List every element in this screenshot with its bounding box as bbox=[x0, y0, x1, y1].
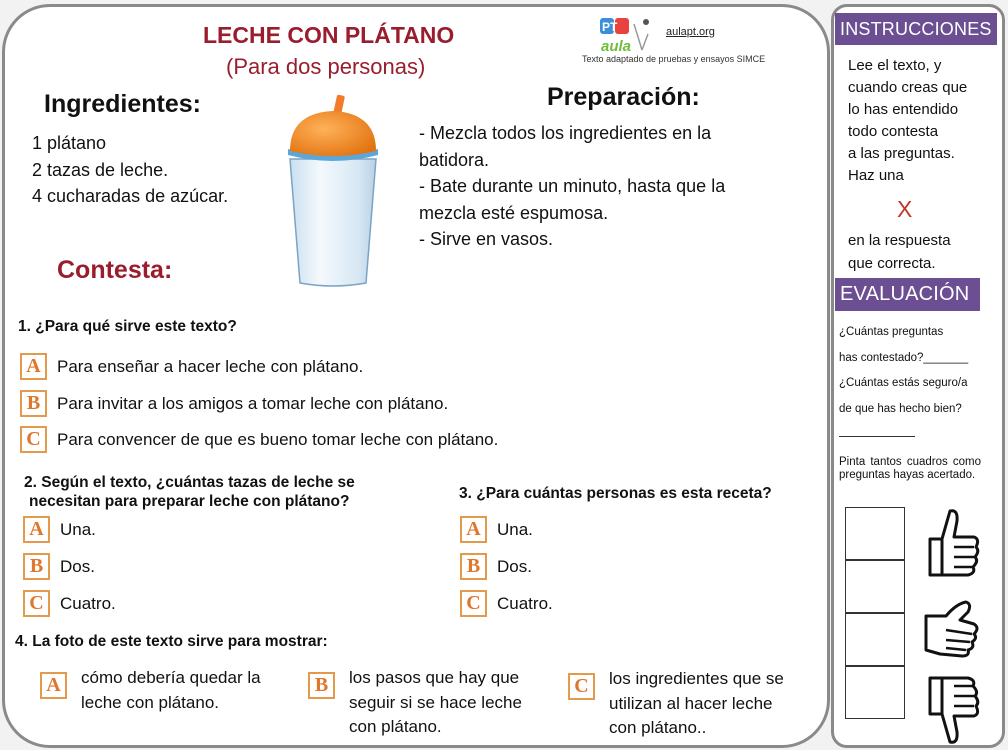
logo-caption: Texto adaptado de pruebas y ensayos SIMCE bbox=[582, 54, 766, 64]
evaluation-text bbox=[839, 320, 968, 422]
option-text: Para enseñar a hacer leche con plátano. bbox=[57, 356, 364, 376]
question-2-line2: necesitan para preparar leche con plátano? bbox=[29, 493, 350, 510]
prep-line: - Sirve en vasos. bbox=[419, 229, 554, 249]
option-line: leche con plátano. bbox=[81, 692, 219, 712]
ingredient-item: 4 cucharadas de azúcar. bbox=[32, 186, 229, 206]
ingredients-list bbox=[32, 130, 228, 210]
x-mark: X bbox=[897, 196, 913, 222]
prep-line: batidora. bbox=[419, 149, 490, 170]
instructions-text-2 bbox=[848, 229, 951, 275]
ingredient-item: 1 plátano bbox=[32, 133, 107, 153]
score-box[interactable] bbox=[845, 666, 905, 719]
option-line: con plátano.. bbox=[609, 718, 707, 737]
q3-option-c[interactable] bbox=[460, 590, 553, 617]
option-line: los ingredientes que se bbox=[609, 669, 784, 688]
option-badge[interactable]: B bbox=[460, 553, 487, 580]
question-1: 1. ¿Para qué sirve este texto? bbox=[18, 318, 237, 335]
question-2 bbox=[24, 473, 404, 511]
question-2-line1: 2. Según el texto, ¿cuántas tazas de leche se bbox=[24, 474, 355, 491]
instructions-line: lo has entendido bbox=[848, 101, 959, 118]
score-box[interactable] bbox=[845, 613, 905, 666]
option-text: Una. bbox=[60, 519, 96, 539]
q4-option-b[interactable] bbox=[308, 666, 522, 740]
instructions-line: a las preguntas. bbox=[848, 145, 955, 162]
instructions-line: que correcta. bbox=[848, 255, 936, 272]
contesta-heading: Contesta: bbox=[57, 256, 173, 284]
thumbs-sideways-icon bbox=[920, 596, 982, 660]
option-line: con plátano. bbox=[349, 717, 442, 736]
prep-line: mezcla esté espumosa. bbox=[419, 202, 609, 223]
eval-line: has contestado?_______ bbox=[839, 351, 969, 364]
option-text: Una. bbox=[497, 519, 533, 539]
q4-option-c[interactable] bbox=[568, 667, 784, 741]
q1-option-c[interactable] bbox=[20, 426, 498, 453]
option-text bbox=[349, 666, 522, 740]
preparation-heading: Preparación: bbox=[547, 83, 700, 111]
instructions-text bbox=[848, 55, 967, 187]
instructions-line: cuando creas que bbox=[848, 79, 968, 96]
q2-option-b[interactable] bbox=[23, 553, 95, 580]
logo-url-link[interactable]: aulapt.org bbox=[666, 26, 715, 38]
cup-lid bbox=[290, 111, 376, 156]
eval-line: ¿Cuántas preguntas bbox=[839, 326, 944, 338]
option-badge[interactable]: A bbox=[40, 672, 67, 699]
thumbs-down-icon bbox=[920, 676, 982, 748]
instructions-line: Haz una bbox=[848, 167, 904, 184]
eval-line: ¿Cuántas estás seguro/a bbox=[839, 377, 968, 389]
logo-aula-text: aula bbox=[601, 38, 632, 55]
option-line: seguir si se hace leche bbox=[349, 692, 522, 712]
option-line: los pasos que hay que bbox=[349, 668, 520, 687]
option-text: Cuatro. bbox=[497, 593, 553, 613]
logo-figure-icon bbox=[634, 24, 648, 50]
ingredients-heading: Ingredientes: bbox=[44, 90, 201, 118]
option-badge[interactable]: A bbox=[23, 516, 50, 543]
logo-pt-text: PT bbox=[602, 20, 618, 34]
prep-line: - Mezcla todos los ingredientes en la bbox=[419, 123, 712, 143]
option-text: Cuatro. bbox=[60, 593, 116, 613]
instructions-heading: INSTRUCCIONES bbox=[835, 13, 997, 45]
option-text: Dos. bbox=[60, 556, 95, 576]
option-text bbox=[81, 666, 261, 715]
question-3: 3. ¿Para cuántas personas es esta receta? bbox=[459, 485, 772, 502]
option-badge[interactable]: A bbox=[460, 516, 487, 543]
q4-option-a[interactable] bbox=[40, 666, 261, 715]
prep-line: - Bate durante un minuto, hasta que la bbox=[419, 176, 726, 196]
eval-line: de que has hecho bien? bbox=[839, 402, 962, 415]
option-badge[interactable]: B bbox=[308, 672, 335, 699]
preparation-steps bbox=[419, 120, 808, 253]
option-text bbox=[609, 667, 784, 741]
page-title: LECHE CON PLÁTANO bbox=[203, 22, 455, 48]
option-badge[interactable]: C bbox=[20, 426, 47, 453]
score-box[interactable] bbox=[845, 560, 905, 613]
answer-blank-line[interactable] bbox=[839, 436, 915, 437]
option-badge[interactable]: A bbox=[20, 353, 47, 380]
score-box[interactable] bbox=[845, 507, 905, 560]
pinta-instructions: Pinta tantos cuadros como preguntas hayas acertado. bbox=[839, 456, 981, 481]
option-badge[interactable]: C bbox=[568, 673, 595, 700]
q2-option-a[interactable] bbox=[23, 516, 96, 543]
milkshake-cup-illustration bbox=[282, 93, 384, 289]
evaluation-heading: EVALUACIÓN bbox=[835, 278, 980, 311]
instructions-line: en la respuesta bbox=[848, 232, 951, 249]
page-subtitle: (Para dos personas) bbox=[226, 54, 426, 79]
option-badge[interactable]: C bbox=[23, 590, 50, 617]
q3-option-a[interactable] bbox=[460, 516, 533, 543]
option-badge[interactable]: B bbox=[23, 553, 50, 580]
option-text: Para invitar a los amigos a tomar leche con plátano. bbox=[57, 393, 449, 413]
q1-option-a[interactable] bbox=[20, 353, 363, 380]
option-text: Dos. bbox=[497, 556, 532, 576]
aulapt-logo bbox=[598, 16, 658, 56]
option-badge[interactable]: C bbox=[460, 590, 487, 617]
thumbs-up-icon bbox=[920, 505, 982, 583]
option-line: cómo debería quedar la bbox=[81, 668, 261, 687]
logo-head-icon bbox=[643, 19, 649, 25]
q2-option-c[interactable] bbox=[23, 590, 116, 617]
q3-option-b[interactable] bbox=[460, 553, 532, 580]
option-line: utilizan al hacer leche bbox=[609, 693, 773, 713]
q1-option-b[interactable] bbox=[20, 390, 448, 417]
question-4: 4. La foto de este texto sirve para mostrar: bbox=[15, 633, 328, 650]
instructions-line: todo contesta bbox=[848, 123, 939, 140]
ingredient-item: 2 tazas de leche. bbox=[32, 159, 169, 180]
instructions-line: Lee el texto, y bbox=[848, 57, 942, 74]
option-text: Para convencer de que es bueno tomar leche con plátano. bbox=[57, 429, 499, 449]
option-badge[interactable]: B bbox=[20, 390, 47, 417]
cup-body bbox=[290, 159, 376, 286]
